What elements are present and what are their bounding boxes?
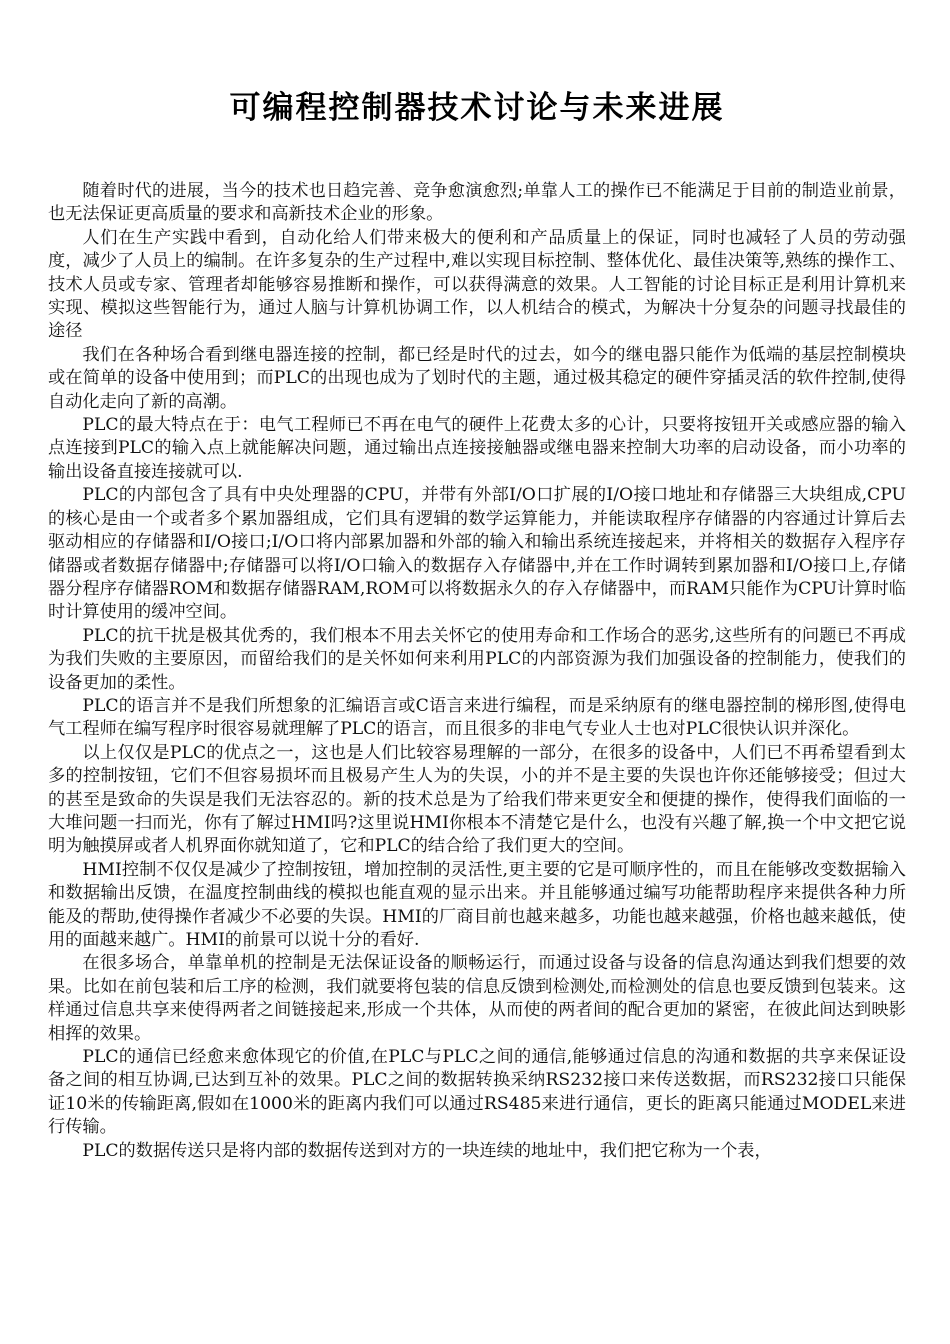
paragraph-11: PLC的通信已经愈来愈体现它的价值,在PLC与PLC之间的通信,能够通过信息的沟通和数据的共享来保证设备之间的相互协调,已达到互补的效果。PLC之间的数据转换采纳RS232接口来传送数据，而RS232接口只能保证10米的传输距离,假如在1000米的距离内我们可以通过RS485来进行通信，更长的距离只能通过MODEL来进行传输。 — [48, 1047, 906, 1138]
document-title: 可编程控制器技术讨论与未来进展 — [229, 90, 725, 126]
paragraph-7: PLC的语言并不是我们所想象的汇编语言或C语言来进行编程，而是采纳原有的继电器控制的梯形图,使得电气工程师在编写程序时很容易就理解了PLC的语言，而且很多的非电气专业人士也对PLC很快认识并深化。 — [48, 695, 906, 740]
paragraph-10: 在很多场合，单靠单机的控制是无法保证设备的顺畅运行，而通过设备与设备的信息沟通达到我们想要的效果。比如在前包装和后工序的检测，我们就要将包装的信息反馈到检测处,而检测处的信息也要反馈到包装来。这样通过信息共享来使得两者之间链接起来,形成一个共体，从而使的两者间的配合更加的紧密，在彼此间达到映影相挥的效果。 — [48, 953, 906, 1044]
paragraph-2: 人们在生产实践中看到，自动化给人们带来极大的便利和产品质量上的保证，同时也减轻了人员的劳动强度，减少了人员上的编制。在许多复杂的生产过程中,难以实现目标控制、整体优化、最佳决策等,熟练的操作工、技术人员或专家、管理者却能够容易推断和操作，可以获得满意的效果。人工智能的讨论目标正是利用计算机来实现、模拟这些智能行为，通过人脑与计算机协调工作，以人机结合的模式，为解决十分复杂的问题寻找最佳的途径 — [48, 227, 906, 342]
paragraph-1: 随着时代的进展，当今的技术也日趋完善、竞争愈演愈烈;单靠人工的操作已不能满足于目前的制造业前景，也无法保证更高质量的要求和高新技术企业的形象。 — [48, 181, 906, 225]
paragraph-3: 我们在各种场合看到继电器连接的控制，都已经是时代的过去，如今的继电器只能作为低端的基层控制模块或在简单的设备中使用到；而PLC的出现也成为了划时代的主题，通过极其稳定的硬件穿插灵活的软件控制,使得自动化走向了新的高潮。 — [48, 344, 906, 412]
paragraph-4: PLC的最大特点在于：电气工程师已不再在电气的硬件上花费太多的心计，只要将按钮开关或感应器的输入点连接到PLC的输入点上就能解决问题，通过输出点连接接触器或继电器来控制大功率的启动设备，而小功率的输出设备直接连接就可以. — [48, 415, 906, 482]
paragraph-6: PLC的抗干扰是极其优秀的，我们根本不用去关怀它的使用寿命和工作场合的恶劣,这些所有的问题已不再成为我们失败的主要原因，而留给我们的是关怀如何来利用PLC的内部资源为我们加强设备的控制能力，使我们的设备更加的柔性。 — [48, 625, 906, 693]
document-body — [48, 180, 906, 1163]
paragraph-12: PLC的数据传送只是将内部的数据传送到对方的一块连续的地址中，我们把它称为一个表， — [82, 1140, 772, 1161]
paragraph-9: HMI控制不仅仅是减少了控制按钮，增加控制的灵活性,更主要的它是可顺序性的，而且在能够改变数据输入和数据输出反馈，在温度控制曲线的模拟也能直观的显示出来。并且能够通过编写功能帮助程序来提供各种力所能及的帮助,使得操作者减少不必要的失误。HMI的厂商目前也越来越多，功能也越来越强，价格也越来越低，使用的面越来越广。HMI的前景可以说十分的看好. — [48, 859, 906, 950]
paragraph-5: PLC的内部包含了具有中央处理器的CPU，并带有外部I/O口扩展的I/O接口地址和存储器三大块组成,CPU的核心是由一个或者多个累加器组成，它们具有逻辑的数学运算能力，并能读取程序存储器的内容通过计算后去驱动相应的存储器和I/O接口;I/O口将内部累加器和外部的输入和输出系统连接起来，并将相关的数据存入程序存储器或者数据存储器中;存储器可以将I/O口输入的数据存入存储器中,并在工作时调转到累加器和I/O接口上,存储器分程序存储器ROM和数据存储器RAM,ROM可以将数据永久的存入存储器中，而RAM只能作为CPU计算时临时计算使用的缓冲空间。 — [48, 485, 906, 623]
paragraph-8: 以上仅仅是PLC的优点之一，这也是人们比较容易理解的一部分，在很多的设备中，人们已不再希望看到太多的控制按钮，它们不但容易损坏而且极易产生人为的失误，小的并不是主要的失误也许你还能够接受；但过大的甚至是致命的失误是我们无法容忍的。新的技术总是为了给我们带来更安全和便捷的操作，使得我们面临的一大堆问题一扫而光，你有了解过HMI吗?这里说HMI你根本不清楚它是什么，也没有兴趣了解,换一个中文把它说明为触摸屏或者人机界面你就知道了，它和PLC的结合给了我们更大的空间。 — [48, 742, 906, 857]
